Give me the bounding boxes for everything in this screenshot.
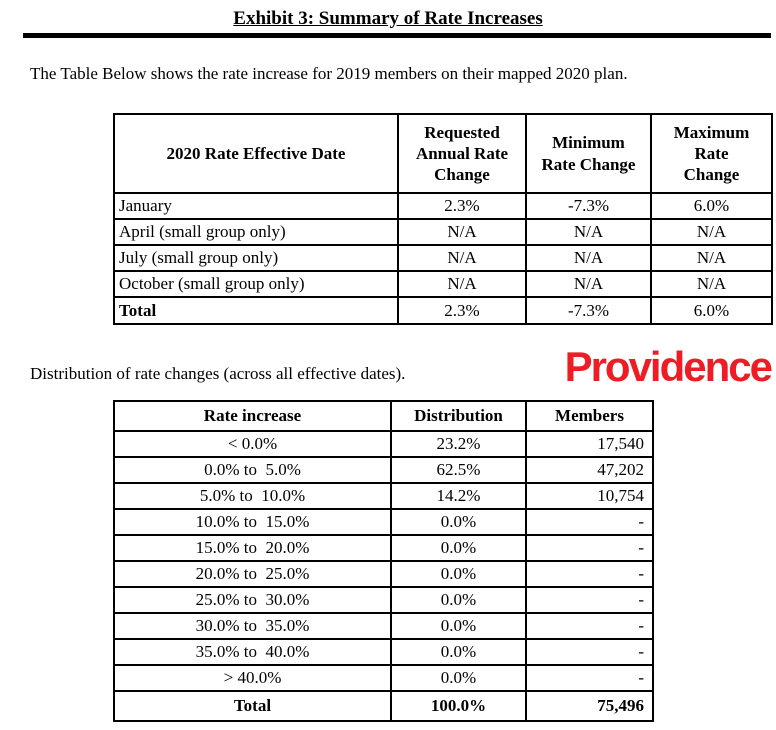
distribution-total-cell: 100.0% xyxy=(391,691,526,721)
title-divider-rule xyxy=(23,33,771,38)
minimum-total-cell: -7.3% xyxy=(526,297,651,324)
requested-total-cell: 2.3% xyxy=(398,297,526,324)
distribution-cell: 14.2% xyxy=(391,483,526,509)
rate-increase-table xyxy=(113,113,773,325)
table-row xyxy=(114,639,653,665)
requested-cell: N/A xyxy=(398,219,526,245)
distribution-caption: Distribution of rate changes (across all effective dates). xyxy=(30,364,406,383)
members-cell: - xyxy=(526,509,653,535)
header-line: Minimum xyxy=(552,133,625,153)
members-cell: 47,202 xyxy=(526,457,653,483)
table-row xyxy=(114,613,653,639)
table-row xyxy=(114,665,653,691)
table-row xyxy=(114,483,653,509)
total-row xyxy=(114,297,772,324)
range-cell: 0.0% to 5.0% xyxy=(114,457,391,483)
row-label-cell: October (small group only) xyxy=(114,271,398,297)
minimum-cell: -7.3% xyxy=(526,193,651,219)
minimum-cell: N/A xyxy=(526,271,651,297)
distribution-cell: 0.0% xyxy=(391,665,526,691)
effective-date-header: 2020 Rate Effective Date xyxy=(114,114,398,193)
header-line: Annual Rate xyxy=(415,143,509,163)
members-cell: - xyxy=(526,587,653,613)
members-cell: - xyxy=(526,613,653,639)
total-label-cell: Total xyxy=(114,297,398,324)
rate-table-header-row xyxy=(114,114,772,193)
row-label-cell: January xyxy=(114,193,398,219)
row-label-cell: July (small group only) xyxy=(114,245,398,271)
range-cell: 20.0% to 25.0% xyxy=(114,561,391,587)
table-row xyxy=(114,561,653,587)
maximum-cell: N/A xyxy=(651,219,772,245)
maximum-change-header xyxy=(651,114,772,193)
range-cell: 15.0% to 20.0% xyxy=(114,535,391,561)
header-line: Maximum xyxy=(673,122,750,142)
table-row xyxy=(114,193,772,219)
table-row xyxy=(114,535,653,561)
members-total-cell: 75,496 xyxy=(526,691,653,721)
table-row xyxy=(114,245,772,271)
distribution-cell: 62.5% xyxy=(391,457,526,483)
page-title xyxy=(0,8,776,30)
table-row xyxy=(114,219,772,245)
providence-watermark: Providence xyxy=(564,343,771,390)
distribution-header-row xyxy=(114,401,653,431)
minimum-change-header xyxy=(526,114,651,193)
members-cell: - xyxy=(526,535,653,561)
table-row xyxy=(114,509,653,535)
members-cell: 10,754 xyxy=(526,483,653,509)
range-cell: 10.0% to 15.0% xyxy=(114,509,391,535)
page-title-text: Exhibit 3: Summary of Rate Increases xyxy=(233,8,543,29)
range-cell: 25.0% to 30.0% xyxy=(114,587,391,613)
distribution-table xyxy=(113,400,654,722)
requested-cell: N/A xyxy=(398,271,526,297)
maximum-cell: N/A xyxy=(651,245,772,271)
table-row xyxy=(114,431,653,457)
members-cell: 17,540 xyxy=(526,431,653,457)
range-cell: > 40.0% xyxy=(114,665,391,691)
table-row xyxy=(114,457,653,483)
maximum-cell: N/A xyxy=(651,271,772,297)
range-cell: 35.0% to 40.0% xyxy=(114,639,391,665)
distribution-cell: 0.0% xyxy=(391,613,526,639)
distribution-cell: 0.0% xyxy=(391,535,526,561)
distribution-cell: 0.0% xyxy=(391,587,526,613)
table-row xyxy=(114,587,653,613)
members-header: Members xyxy=(526,401,653,431)
distribution-cell: 23.2% xyxy=(391,431,526,457)
maximum-cell: 6.0% xyxy=(651,193,772,219)
total-row xyxy=(114,691,653,721)
requested-cell: N/A xyxy=(398,245,526,271)
range-cell: < 0.0% xyxy=(114,431,391,457)
range-cell: 30.0% to 35.0% xyxy=(114,613,391,639)
distribution-header: Distribution xyxy=(391,401,526,431)
minimum-cell: N/A xyxy=(526,245,651,271)
rate-increase-header: Rate increase xyxy=(114,401,391,431)
table-row xyxy=(114,271,772,297)
intro-paragraph: The Table Below shows the rate increase for 2019 members on their mapped 2020 plan. xyxy=(30,64,628,83)
requested-change-header xyxy=(398,114,526,193)
members-cell: - xyxy=(526,665,653,691)
header-line: Change xyxy=(683,165,740,185)
distribution-cell: 0.0% xyxy=(391,561,526,587)
header-line: Rate xyxy=(694,143,729,163)
total-label-cell: Total xyxy=(114,691,391,721)
minimum-cell: N/A xyxy=(526,219,651,245)
header-line: Rate Change xyxy=(541,154,636,174)
distribution-cell: 0.0% xyxy=(391,639,526,665)
header-line: Requested xyxy=(424,122,500,142)
members-cell: - xyxy=(526,561,653,587)
header-line: Change xyxy=(434,165,490,185)
row-label-cell: April (small group only) xyxy=(114,219,398,245)
members-cell: - xyxy=(526,639,653,665)
range-cell: 5.0% to 10.0% xyxy=(114,483,391,509)
requested-cell: 2.3% xyxy=(398,193,526,219)
maximum-total-cell: 6.0% xyxy=(651,297,772,324)
distribution-cell: 0.0% xyxy=(391,509,526,535)
